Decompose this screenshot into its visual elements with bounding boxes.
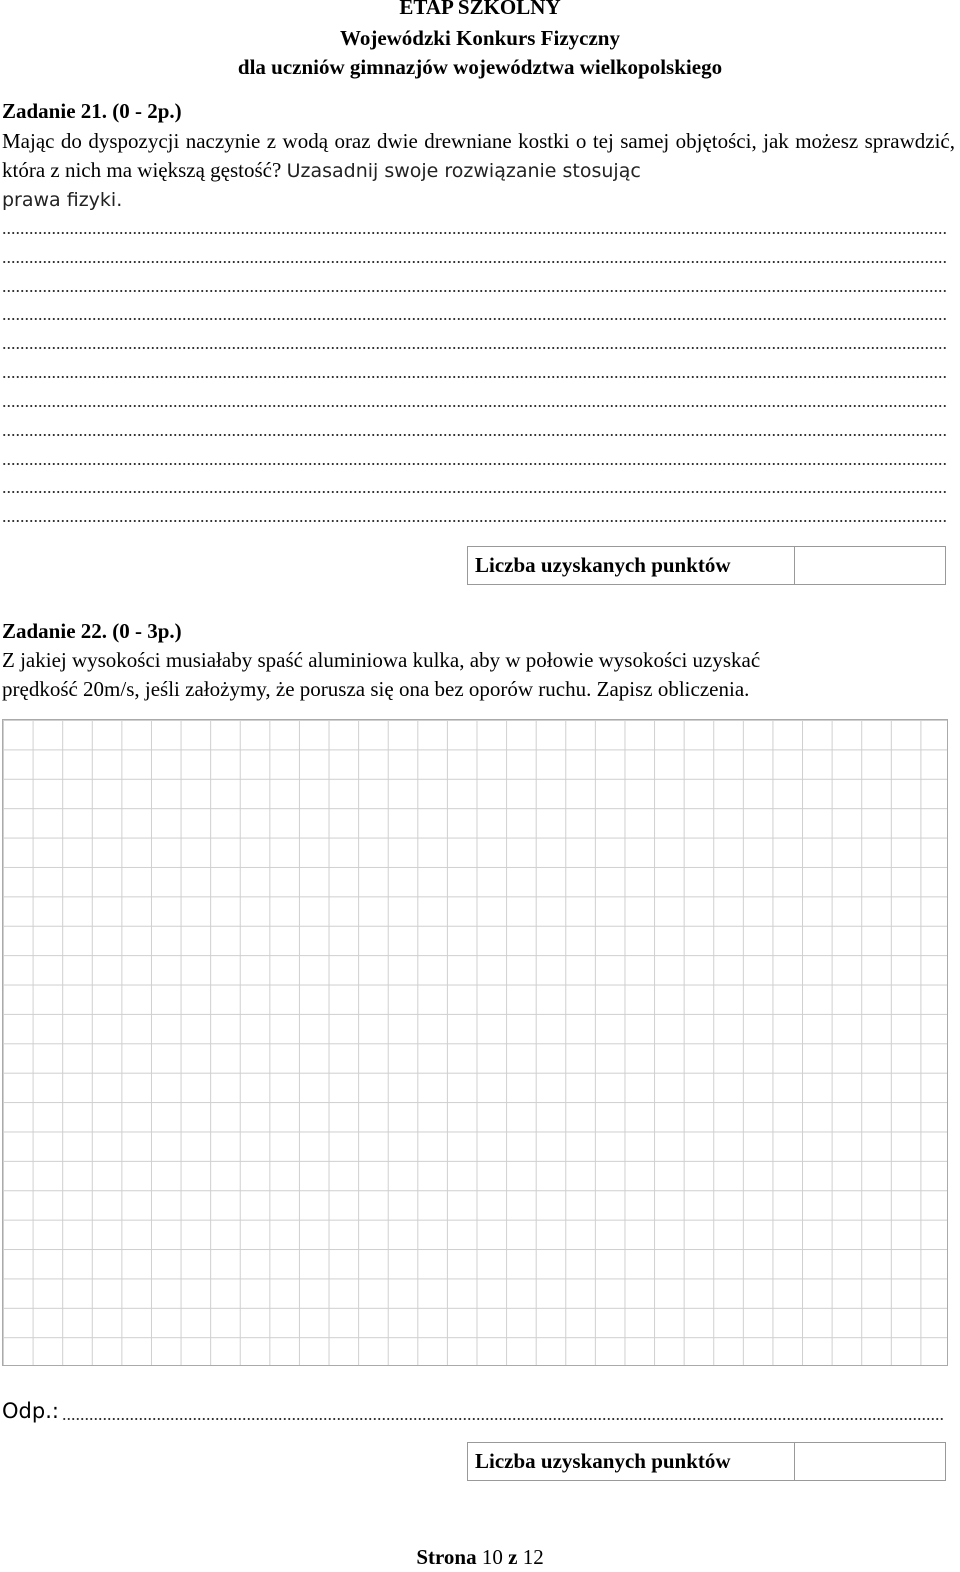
task-21-instruction: Uzasadnij swoje rozwiązanie stosując — [286, 160, 641, 182]
answer-line[interactable] — [2, 290, 948, 292]
answer-line[interactable] — [2, 261, 948, 263]
of-word: z — [508, 1545, 518, 1569]
answer-line[interactable] — [2, 405, 948, 407]
total-pages: 12 — [522, 1545, 544, 1569]
task-22-title: Zadanie 22. (0 - 3p.) — [2, 619, 182, 643]
score-label: Liczba uzyskanych punktów — [468, 1443, 795, 1480]
answer-line[interactable] — [2, 463, 948, 465]
task-21-question-text: Mając do dyspozycji naczynie z wodą oraz dwie drewniane kostki o tej samej objętości, jak możesz sprawdzić, która z nich ma większą gęstość? — [2, 129, 955, 182]
calculation-grid[interactable] — [2, 719, 948, 1366]
answer-line[interactable] — [2, 376, 948, 378]
task-21-question — [2, 127, 955, 186]
task-21-title: Zadanie 21. (0 - 2p.) — [2, 99, 182, 123]
task-21-instruction-continued: prawa fizyki. — [2, 189, 123, 211]
task-22-score-box — [467, 1442, 946, 1481]
page-word: Strona — [416, 1545, 477, 1569]
answer-line[interactable] — [2, 347, 948, 349]
page-number — [0, 1543, 960, 1571]
score-input-cell[interactable] — [795, 547, 945, 584]
answer-line[interactable] — [2, 232, 948, 234]
answer-line[interactable] — [2, 491, 948, 493]
answer-line[interactable] — [62, 1418, 944, 1420]
current-page: 10 — [481, 1545, 503, 1569]
answer-line[interactable] — [2, 434, 948, 436]
task-21-score-box — [467, 546, 946, 585]
score-input-cell[interactable] — [795, 1443, 945, 1480]
answer-line[interactable] — [2, 318, 948, 320]
contest-stage-title: ETAP SZKOLNY — [399, 0, 561, 19]
contest-name: Wojewódzki Konkurs Fizyczny — [339, 26, 620, 50]
task-22-question-line-2: prędkość 20m/s, jeśli założymy, że porusza się ona bez oporów ruchu. Zapisz obliczenia. — [2, 677, 750, 701]
answer-line[interactable] — [2, 520, 948, 522]
answer-label: Odp.: — [2, 1399, 59, 1423]
contest-audience: dla uczniów gimnazjów województwa wielkopolskiego — [237, 55, 723, 79]
score-label: Liczba uzyskanych punktów — [468, 547, 795, 584]
task-22-question-line-1: Z jakiej wysokości musiałaby spaść aluminiowa kulka, aby w połowie wysokości uzyskać — [2, 648, 761, 672]
